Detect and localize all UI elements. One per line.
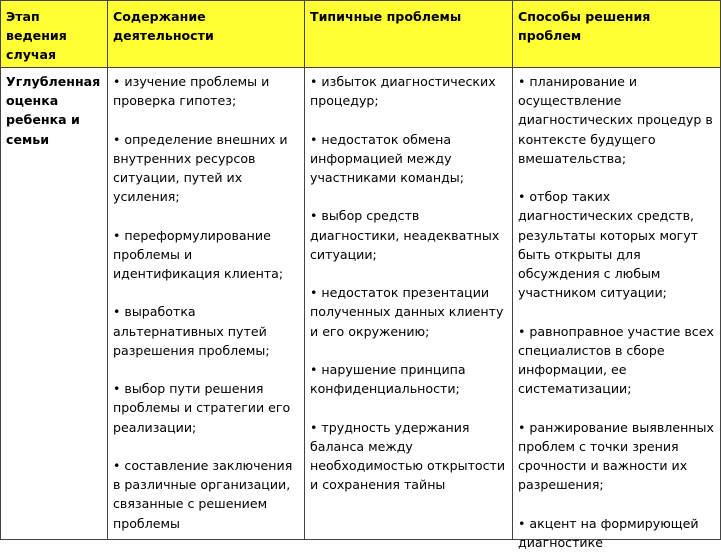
solution-item: • планирование и осуществление диагностических процедур в контексте будущего вмешательства; xyxy=(518,74,713,166)
header-stage: Этап ведения случая xyxy=(1,1,108,68)
activity-item: • выработка альтернативных путей разрешения проблемы; xyxy=(113,304,270,358)
problems-cell xyxy=(305,68,513,540)
problem-item: • трудность удержания баланса между необходимостью открытости и сохранения тайны xyxy=(310,419,506,493)
solution-item: • отбор таких диагностических средств, результаты которых могут быть открыты для обсуждения с любым участником ситуации; xyxy=(518,189,699,301)
activity-item: • выбор пути решения проблемы и стратегии его реализации; xyxy=(113,381,291,435)
problem-item: • нарушение принципа конфиденциальности; xyxy=(310,361,466,397)
activity-item: • переформулирование проблемы и идентификация клиента; xyxy=(113,227,284,281)
header-row xyxy=(1,1,721,68)
header-problems: Типичные проблемы xyxy=(305,1,513,68)
stage-cell xyxy=(1,68,108,540)
activity-item: • изучение проблемы и проверка гипотез; xyxy=(113,74,270,109)
solution-item: • равноправное участие всех специалистов в сборе информации, ее систематизации; xyxy=(518,323,714,397)
problem-item: • недостаток презентации полученных данных клиенту и его окружению; xyxy=(310,285,504,339)
activity-item: • определение внешних и внутренних ресурсов ситуации, путей их усиления; xyxy=(113,131,288,205)
activities-cell xyxy=(108,68,305,540)
header-solutions: Способы решения проблем xyxy=(513,1,721,68)
problem-item: • выбор средств диагностики, неадекватных ситуации; xyxy=(310,208,500,262)
table-row xyxy=(1,68,721,540)
solutions-cell xyxy=(513,68,721,550)
solution-item: • акцент на формирующей диагностике xyxy=(518,515,699,550)
stage-label: Углубленная оценка ребенка и семьи xyxy=(6,74,101,147)
problem-item: • недостаток обмена информацией между участниками команды; xyxy=(310,131,464,185)
activity-item: • составление заключения в различные организации, связанные с решением проблемы xyxy=(113,457,293,531)
header-activities: Содержание деятельности xyxy=(108,1,305,68)
solution-item: • ранжирование выявленных проблем с точки зрения срочности и важности их разрешения; xyxy=(518,419,714,493)
problem-item: • избыток диагностических процедур; xyxy=(310,74,496,109)
